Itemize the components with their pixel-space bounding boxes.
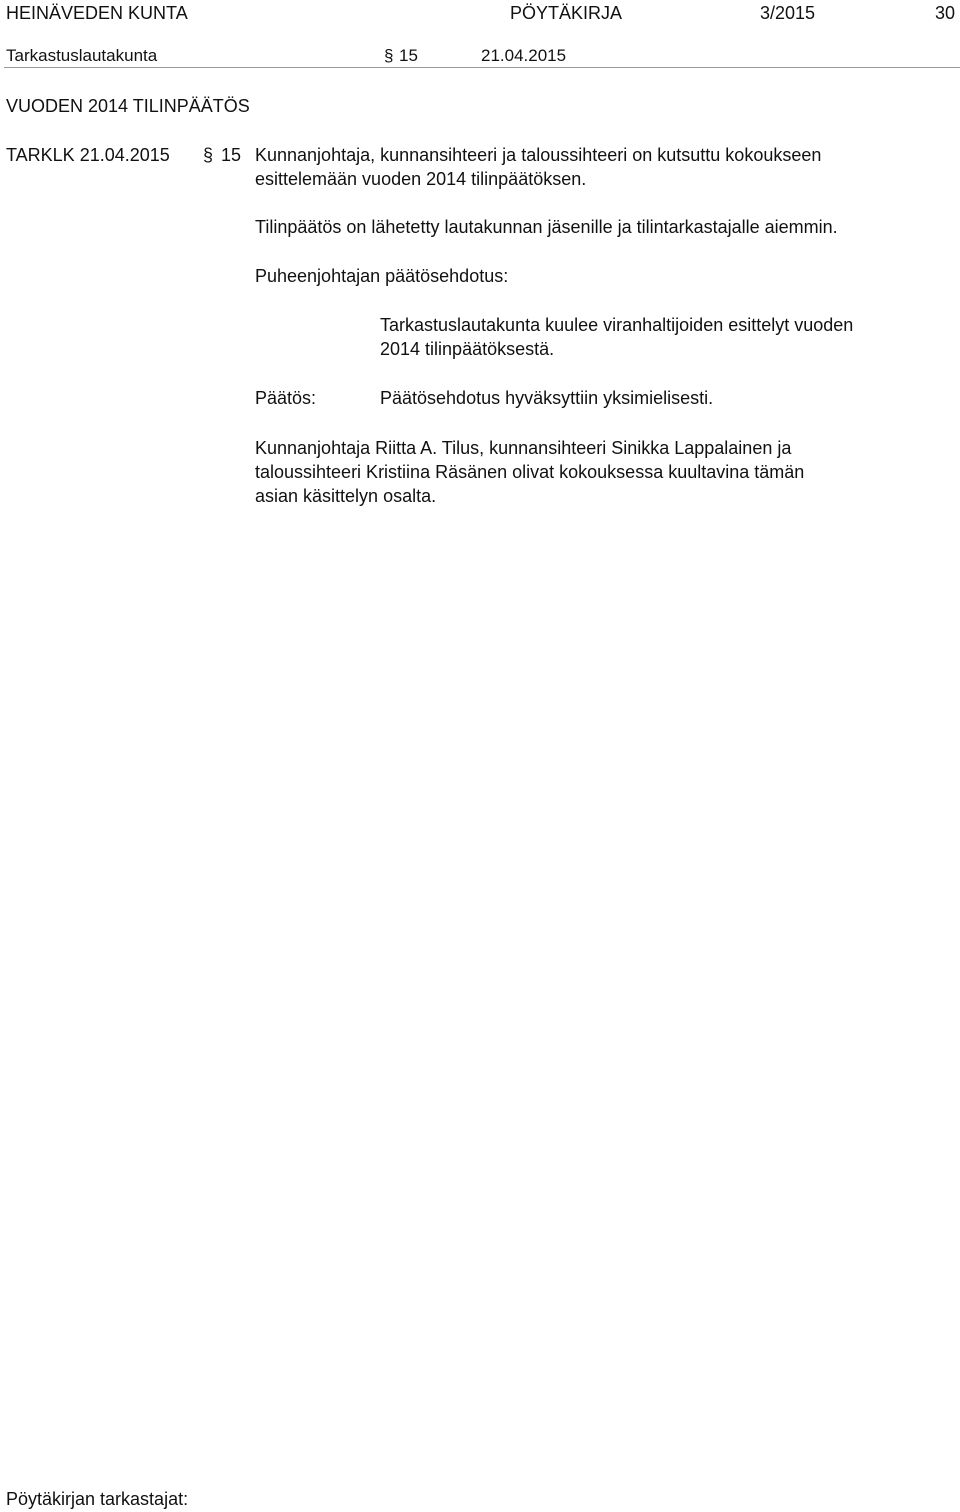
section-sign: § [384, 46, 394, 65]
decision-text: Päätösehdotus hyväksyttiin yksimielisesti. [380, 388, 714, 408]
decision-label: Päätös: [255, 388, 317, 408]
document-type: PÖYTÄKIRJA [510, 3, 623, 23]
page-number: 30 [935, 3, 956, 23]
reference-section-sign: § [203, 145, 214, 165]
intro-line-2: esittelemään vuoden 2014 tilinpäätöksen. [255, 169, 587, 189]
proposal-label: Puheenjohtajan päätösehdotus: [255, 266, 509, 286]
reference-number: 15 [221, 145, 242, 165]
minutes-checkers-label: Pöytäkirjan tarkastajat: [6, 1489, 189, 1509]
header-divider [4, 67, 960, 68]
proposal-line-2: 2014 tilinpäätöksestä. [380, 339, 555, 359]
attendance-line-2: taloussihteeri Kristiina Räsänen olivat kokouksessa kuultavina tämän [255, 462, 805, 482]
attendance-line-3: asian käsittelyn osalta. [255, 486, 437, 506]
municipality-name: HEINÄVEDEN KUNTA [6, 3, 188, 23]
attendance-line-1: Kunnanjohtaja Riitta A. Tilus, kunnansihteeri Sinikka Lappalainen ja [255, 438, 792, 458]
item-title: VUODEN 2014 TILINPÄÄTÖS [6, 96, 250, 116]
document-number: 3/2015 [760, 3, 816, 23]
meeting-date: 21.04.2015 [481, 46, 567, 65]
intro-line-1: Kunnanjohtaja, kunnansihteeri ja taloussihteeri on kutsuttu kokoukseen [255, 145, 822, 165]
sent-note: Tilinpäätös on lähetetty lautakunnan jäsenille ja tilintarkastajalle aiemmin. [255, 217, 838, 237]
proposal-line-1: Tarkastuslautakunta kuulee viranhaltijoiden esittelyt vuoden [380, 315, 854, 335]
section-number: 15 [399, 46, 418, 65]
reference-code: TARKLK 21.04.2015 [6, 145, 170, 165]
committee-name: Tarkastuslautakunta [6, 46, 158, 65]
